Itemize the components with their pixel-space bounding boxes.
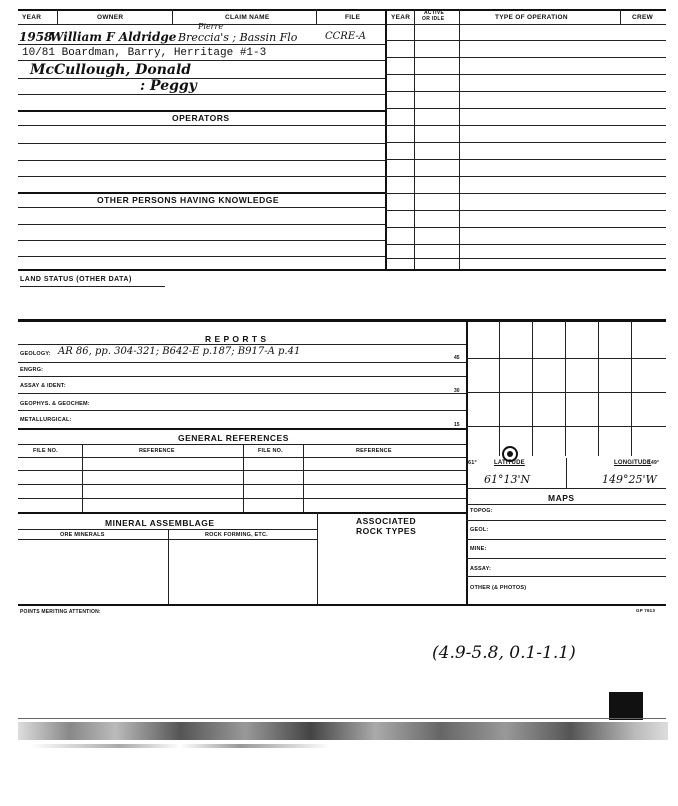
maps-topog: TOPOG: bbox=[470, 508, 493, 514]
longitude-value: 149°25'W bbox=[602, 473, 657, 486]
col-reference-2: REFERENCE bbox=[356, 448, 392, 454]
header-active: ACTIVE bbox=[424, 10, 445, 16]
rock-types-label: ROCK TYPES bbox=[356, 526, 417, 536]
entry2-text: 10/81 Boardman, Barry, Herritage #1-3 bbox=[22, 47, 267, 59]
black-square bbox=[609, 692, 643, 720]
general-references-title: GENERAL REFERENCES bbox=[178, 433, 289, 443]
latitude-value: 61°13'N bbox=[484, 473, 531, 486]
report-number-30: 30 bbox=[454, 388, 460, 394]
header-year: YEAR bbox=[22, 14, 42, 21]
mineral-assemblage-title: MINERAL ASSEMBLAGE bbox=[105, 518, 215, 528]
points-meriting-attention: POINTS MERITING ATTENTION: bbox=[20, 609, 101, 615]
operators-heading: OPERATORS bbox=[172, 113, 230, 123]
header-claim-name: CLAIM NAME bbox=[225, 14, 270, 21]
longitude-label: LONGITUDE bbox=[614, 460, 652, 466]
header-type-of-operation: TYPE OF OPERATION bbox=[495, 14, 568, 21]
maps-mine: MINE: bbox=[470, 546, 487, 552]
report-number-45: 45 bbox=[454, 355, 460, 361]
form-number: GP 7613 bbox=[636, 608, 656, 613]
scan-noise-thin bbox=[30, 744, 330, 748]
handwritten-coordinate-note: (4.9-5.8, 0.1-1.1) bbox=[432, 643, 576, 663]
metallurgical-label: METALLURGICAL: bbox=[20, 417, 72, 423]
header-year-right: YEAR bbox=[391, 14, 411, 21]
entry4-owner: : Peggy bbox=[140, 78, 197, 94]
maps-geol: GEOL: bbox=[470, 527, 489, 533]
header-or-idle: OR IDLE bbox=[422, 16, 445, 22]
col-file-no-1: FILE NO. bbox=[33, 448, 58, 454]
report-number-15: 15 bbox=[454, 422, 460, 428]
entry1-owner: William F Aldridge bbox=[50, 30, 177, 44]
scan-noise-band bbox=[18, 722, 668, 740]
reports-title: R E P O R T S bbox=[205, 334, 267, 344]
latitude-label: LATITUDE bbox=[494, 460, 525, 466]
geology-value: AR 86, pp. 304-321; B642-E p.187; B917-A p.41 bbox=[58, 346, 301, 357]
col-reference-1: REFERENCE bbox=[139, 448, 175, 454]
rock-forming-label: ROCK FORMING, ETC. bbox=[205, 532, 268, 538]
maps-title: MAPS bbox=[548, 493, 575, 503]
entry1-file: CCRE-A bbox=[325, 31, 366, 42]
entry3-owner: McCullough, Donald bbox=[30, 62, 192, 78]
header-file: FILE bbox=[345, 14, 361, 21]
ore-minerals-label: ORE MINERALS bbox=[60, 532, 105, 538]
header-crew: CREW bbox=[632, 14, 654, 21]
maps-other: OTHER (& PHOTOS) bbox=[470, 585, 527, 591]
entry1-note-above: Pierre bbox=[198, 22, 224, 31]
maps-assay: ASSAY: bbox=[470, 566, 492, 572]
entry1-claim: Breccia's ; Bassin Flo bbox=[178, 31, 298, 44]
land-status-label: LAND STATUS (OTHER DATA) bbox=[20, 276, 132, 283]
geology-label: GEOLOGY: bbox=[20, 351, 51, 357]
engrg-label: ENGRG: bbox=[20, 367, 44, 373]
assay-ident-label: ASSAY & IDENT: bbox=[20, 383, 66, 389]
geophys-label: GEOPHYS. & GEOCHEM: bbox=[20, 401, 90, 407]
header-owner: OWNER bbox=[97, 14, 124, 21]
other-persons-heading: OTHER PERSONS HAVING KNOWLEDGE bbox=[97, 195, 280, 205]
long-suffix: 149° bbox=[648, 460, 660, 466]
lat-prefix: 61° bbox=[468, 460, 477, 466]
entry1-year: 1958 bbox=[19, 30, 53, 44]
associated-label: ASSOCIATED bbox=[356, 516, 417, 526]
col-file-no-2: FILE NO. bbox=[258, 448, 283, 454]
